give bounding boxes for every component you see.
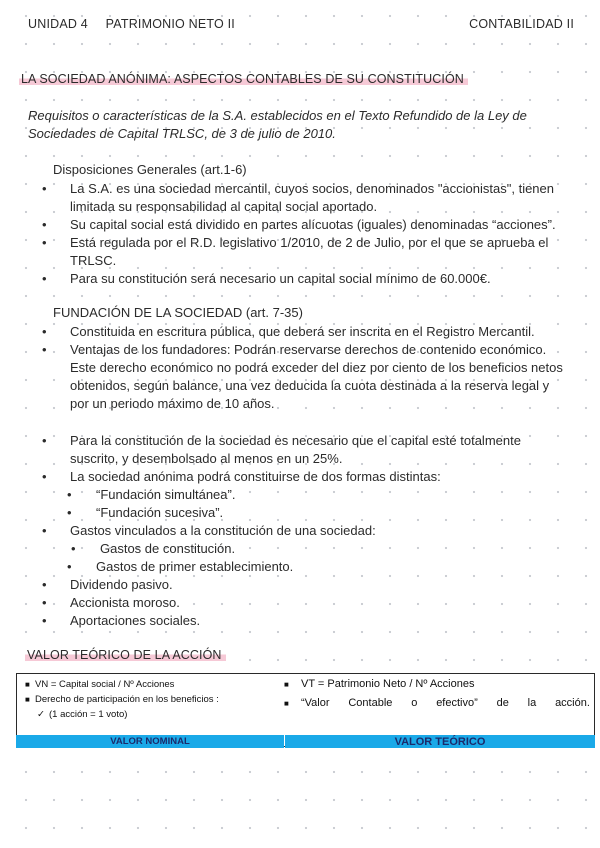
bullet-icon: • [42,324,47,339]
founding-heading: FUNDACIÓN DE LA SOCIEDAD (art. 7-35) [53,305,303,320]
list-item: • Está regulada por el R.D. legislativo 1/2010, de 2 de Julio, por el que se aprueba el TRLSC. [42,235,549,268]
list-item: • Constituida en escritura pública, que deberá ser inscrita en el Registro Mercantil. [42,324,535,339]
bullet-icon: • [42,523,47,538]
list-item: • Para su constitución será necesario un capital social mínimo de 60.000€. [42,271,491,286]
page-header-left [28,17,249,31]
sub-list-item: • “Fundación sucesiva”. [67,505,224,520]
square-bullet-icon: ■ [284,680,289,689]
intro-paragraph: Requisitos o características de la S.A. establecidos en el Texto Refundido de la Ley de Sociedades de Capital TRLSC, de 3 de julio de 2010. [28,108,527,141]
checkmark-icon: ✓ [37,709,45,720]
nominal-value-label: VALOR NOMINAL [16,735,284,748]
bullet-icon: • [42,217,47,232]
list-item: • La sociedad anónima podrá constituirse de dos formas distintas: [42,469,441,484]
list-item: • La S.A. es una sociedad mercantil, cuyos socios, denominados "accionistas", tienen limitada su responsabilidad al capital social aportado. [42,181,554,214]
bullet-icon: • [42,181,47,196]
section-title-theoretical-value: VALOR TEÓRICO DE LA ACCIÓN [25,648,226,662]
list-item: • Dividendo pasivo. [42,577,173,592]
list-item: • Para la constitución de la sociedad es necesario que el capital esté totalmente suscrito, y desembolsado al menos en un 25%. [42,433,521,466]
theoretical-value-label: VALOR TEÓRICO [285,735,595,748]
list-item: • Accionista moroso. [42,595,180,610]
list-item: • Ventajas de los fundadores: Podrán reservarse derechos de contenido económico. Este derecho económico no podrá exceder del diez por ciento de los beneficios netos obtenidos, según balance, una vez deducida la cuota destinada a la reserva legal y por un periodo máximo de 10 años. [42,342,563,411]
square-bullet-icon: ■ [25,680,30,689]
bullet-icon: • [67,487,72,502]
bullet-icon: • [42,469,47,484]
vote-note: ✓ (1 acción = 1 voto) [37,709,128,720]
nominal-formula: ■ VN = Capital social / Nº Acciones [25,679,175,690]
bullet-icon: • [67,505,72,520]
bullet-icon: • [42,595,47,610]
sub-list-item: • “Fundación simultánea”. [67,487,236,502]
bullet-icon: • [42,613,47,628]
topic-label: PATRIMONIO NETO II [105,17,235,31]
bullet-icon: • [42,271,47,286]
theoretical-value-column [284,677,590,715]
square-bullet-icon: ■ [284,699,289,708]
subject-label: CONTABILIDAD II [469,17,574,31]
general-provisions-heading: Disposiciones Generales (art.1-6) [53,162,247,177]
bullet-icon: • [42,577,47,592]
definition-text: “Valor Contable o efectivo” de la acción. [301,697,590,709]
bullet-icon: • [67,559,72,574]
unit-label: UNIDAD 4 [28,17,88,31]
section-title-constitution: LA SOCIEDAD ANÓNIMA: ASPECTOS CONTABLES DE SU CONSTITUCIÓN [19,72,468,86]
bullet-icon: • [42,342,47,357]
participation-rights: ■ Derecho de participación en los beneficios : [25,694,219,705]
bullet-icon: • [71,541,76,556]
theoretical-definition [284,696,590,711]
list-item: • Aportaciones sociales. [42,613,201,628]
list-item: • Gastos vinculados a la constitución de una sociedad: [42,523,376,538]
sub-list-item: • Gastos de primer establecimiento. [67,559,294,574]
bullet-icon: • [42,235,47,250]
theoretical-formula: ■ VT = Patrimonio Neto / Nº Acciones [284,678,475,690]
nominal-value-column [25,677,280,722]
square-bullet-icon: ■ [25,695,30,704]
list-item: • Su capital social está dividido en partes alícuotas (iguales) denominadas “acciones”. [42,217,556,232]
sub-list-item: • Gastos de constitución. [71,541,236,556]
bullet-icon: • [42,433,47,448]
